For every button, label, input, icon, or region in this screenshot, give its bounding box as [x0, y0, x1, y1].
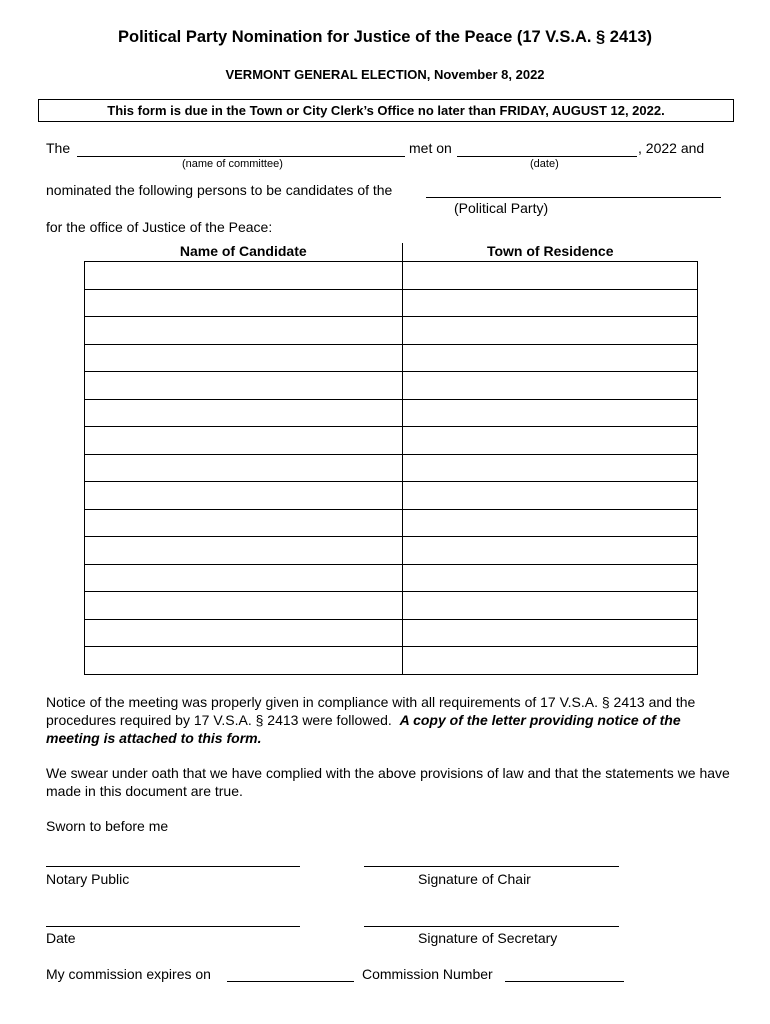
oath-paragraph: We swear under oath that we have complied with the above provisions of law and that the statements we have made in this document are true. [46, 765, 730, 799]
town-of-residence-cell[interactable] [403, 592, 698, 620]
table-row [85, 344, 698, 372]
candidate-name-cell[interactable] [85, 454, 403, 482]
town-of-residence-cell[interactable] [403, 454, 698, 482]
town-of-residence-cell[interactable] [403, 509, 698, 537]
table-row [85, 289, 698, 317]
committee-name-field[interactable] [77, 156, 405, 157]
candidate-name-cell[interactable] [85, 262, 403, 290]
candidate-name-cell[interactable] [85, 537, 403, 565]
candidate-name-cell[interactable] [85, 372, 403, 400]
candidate-name-cell[interactable] [85, 619, 403, 647]
town-of-residence-cell[interactable] [403, 289, 698, 317]
table-row [85, 482, 698, 510]
candidate-name-cell[interactable] [85, 344, 403, 372]
sworn-label: Sworn to before me [46, 818, 169, 834]
header-town-of-residence: Town of Residence [403, 243, 698, 262]
town-of-residence-cell[interactable] [403, 564, 698, 592]
commission-number-label: Commission Number [362, 966, 493, 982]
table-row [85, 454, 698, 482]
town-of-residence-cell[interactable] [403, 317, 698, 345]
town-of-residence-cell[interactable] [403, 262, 698, 290]
table-row [85, 317, 698, 345]
date-label: Date [46, 930, 76, 946]
candidate-name-cell[interactable] [85, 592, 403, 620]
table-row [85, 509, 698, 537]
candidate-name-cell[interactable] [85, 647, 403, 675]
notice-emphasis: A copy of the letter providing notice of the meeting is attached to this form. [46, 712, 681, 746]
table-row [85, 537, 698, 565]
candidate-name-cell[interactable] [85, 482, 403, 510]
secretary-signature-line[interactable] [364, 926, 619, 927]
notice-text: Notice of the meeting was properly given in compliance with all requirements of 17 V.S.A. § 2413 and the procedures required by 17 V.S.A. § 2413 were followed. [46, 694, 696, 728]
candidate-name-cell[interactable] [85, 317, 403, 345]
town-of-residence-cell[interactable] [403, 482, 698, 510]
table-row [85, 372, 698, 400]
meeting-date-field[interactable] [457, 156, 637, 157]
town-of-residence-cell[interactable] [403, 647, 698, 675]
town-of-residence-cell[interactable] [403, 344, 698, 372]
town-of-residence-cell[interactable] [403, 399, 698, 427]
date-caption: (date) [530, 158, 559, 170]
chair-signature-line[interactable] [364, 866, 619, 867]
notary-public-label: Notary Public [46, 871, 130, 887]
commission-expires-field[interactable] [227, 981, 354, 982]
candidate-name-cell[interactable] [85, 427, 403, 455]
table-row [85, 592, 698, 620]
nominated-label: nominated the following persons to be candidates of the [46, 182, 393, 198]
party-caption: (Political Party) [454, 200, 549, 216]
table-row [85, 427, 698, 455]
the-label: The [46, 140, 71, 156]
town-of-residence-cell[interactable] [403, 537, 698, 565]
candidate-table [84, 243, 698, 675]
commission-number-field[interactable] [505, 981, 624, 982]
town-of-residence-cell[interactable] [403, 619, 698, 647]
table-row [85, 619, 698, 647]
date-line[interactable] [46, 926, 300, 927]
candidate-name-cell[interactable] [85, 509, 403, 537]
town-of-residence-cell[interactable] [403, 372, 698, 400]
town-of-residence-cell[interactable] [403, 427, 698, 455]
committee-caption: (name of committee) [182, 158, 283, 170]
table-row [85, 262, 698, 290]
office-label: for the office of Justice of the Peace: [46, 219, 273, 235]
election-subtitle: VERMONT GENERAL ELECTION, November 8, 2022 [225, 67, 545, 82]
political-party-field[interactable] [426, 197, 721, 198]
due-date-notice: This form is due in the Town or City Clerk’s Office no later than FRIDAY, AUGUST 12, 2022. [38, 99, 734, 122]
commission-expires-label: My commission expires on [46, 966, 211, 982]
candidate-name-cell[interactable] [85, 399, 403, 427]
met-on-label: met on [409, 140, 452, 156]
year-and-label: , 2022 and [638, 140, 705, 156]
header-name-of-candidate: Name of Candidate [85, 243, 403, 262]
table-row [85, 564, 698, 592]
chair-signature-label: Signature of Chair [418, 871, 531, 887]
table-row [85, 647, 698, 675]
secretary-signature-label: Signature of Secretary [418, 930, 558, 946]
notice-paragraph [46, 693, 736, 747]
table-row [85, 399, 698, 427]
candidate-name-cell[interactable] [85, 564, 403, 592]
candidate-name-cell[interactable] [85, 289, 403, 317]
notary-signature-line[interactable] [46, 866, 300, 867]
form-title: Political Party Nomination for Justice of the Peace (17 V.S.A. § 2413) [118, 28, 652, 46]
